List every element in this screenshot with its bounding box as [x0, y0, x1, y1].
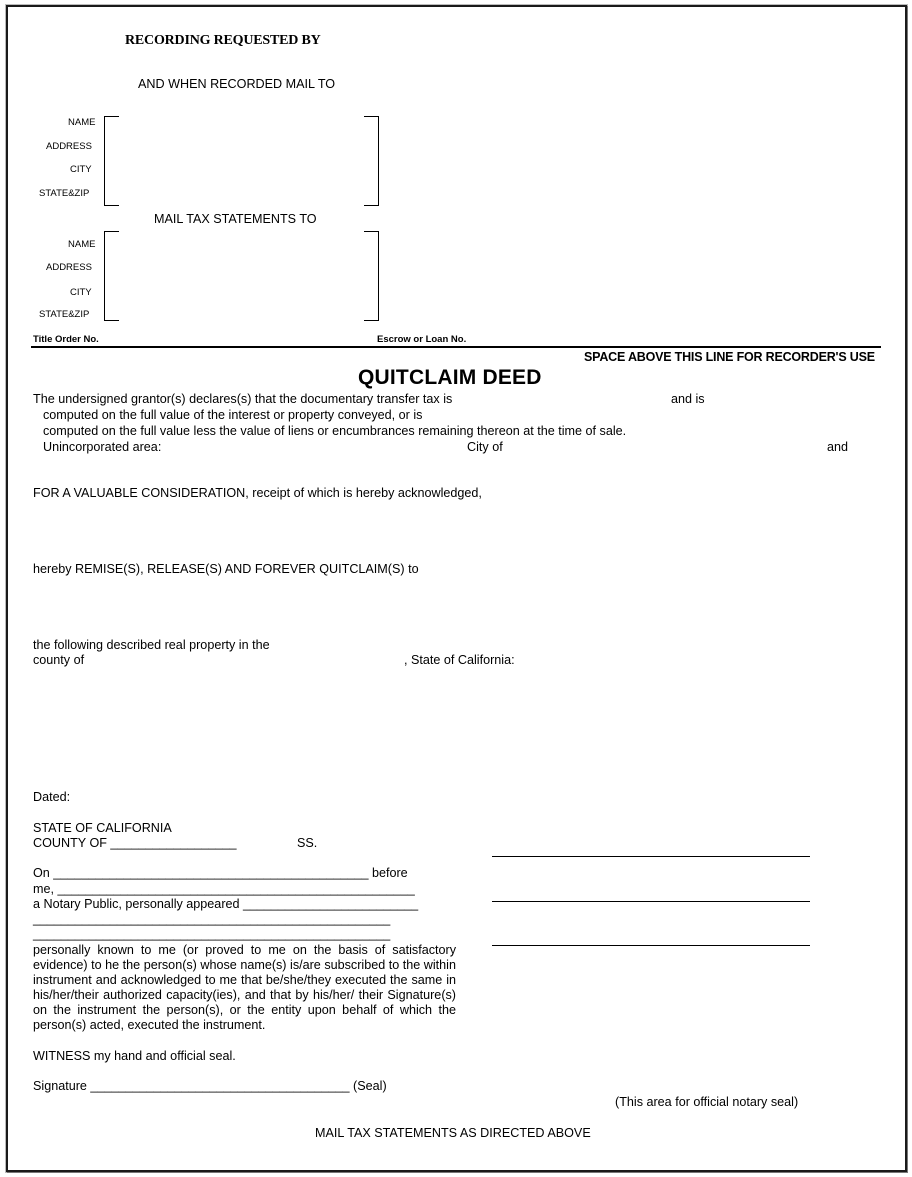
notary-state: STATE OF CALIFORNIA [33, 821, 172, 835]
computed-full-value: computed on the full value of the interest or property conveyed, or is [43, 408, 423, 422]
label-name-2: NAME [68, 239, 96, 250]
when-recorded-mail-to: AND WHEN RECORDED MAIL TO [138, 77, 336, 91]
label-address-2: ADDRESS [46, 262, 92, 273]
label-address-1: ADDRESS [46, 141, 92, 152]
notary-county: COUNTY OF __________________ [33, 836, 237, 850]
notary-public-appeared: a Notary Public, personally appeared _________________________ [33, 897, 419, 911]
city-of: City of [467, 440, 503, 454]
and-label: and [827, 440, 849, 454]
notary-ss: SS. [297, 836, 318, 850]
notary-before-me: me, ___________________________________________________ [33, 882, 415, 896]
unincorporated-area: Unincorporated area: [43, 440, 162, 454]
valuable-consideration: FOR A VALUABLE CONSIDERATION, receipt of which is hereby acknowledged, [33, 486, 482, 500]
dated-label: Dated: [33, 790, 71, 804]
notary-seal-area: (This area for official notary seal) [615, 1095, 799, 1109]
title-order-no: Title Order No. [33, 334, 99, 345]
computed-less-liens: computed on the full value less the value of liens or encumbrances remaining thereon at the time of sale. [43, 424, 627, 438]
space-above-line: SPACE ABOVE THIS LINE FOR RECORDER'S USE [584, 350, 875, 364]
transfer-tax-line: The undersigned grantor(s) declares(s) that the documentary transfer tax is [33, 392, 453, 406]
notary-signature-line: Signature _____________________________________ (Seal) [33, 1079, 387, 1093]
tax-to-bracket-right [364, 231, 379, 321]
grantor-signature-line-3[interactable] [492, 945, 810, 946]
escrow-or-loan-no: Escrow or Loan No. [377, 334, 467, 345]
footer-mail-tax: MAIL TAX STATEMENTS AS DIRECTED ABOVE [315, 1126, 591, 1140]
grantor-signature-line-1[interactable] [492, 856, 810, 857]
county-of: county of [33, 653, 85, 667]
label-state-zip-1: STATE&ZIP [39, 188, 90, 199]
witness-line: WITNESS my hand and official seal. [33, 1049, 236, 1063]
notary-blank-line-2: ___________________________________________________ [33, 927, 391, 941]
label-state-zip-2: STATE&ZIP [39, 309, 90, 320]
notary-on-date: On _____________________________________________ before [33, 866, 408, 880]
tax-to-bracket-left [104, 231, 119, 321]
grantor-signature-line-2[interactable] [492, 901, 810, 902]
state-of-california: , State of California: [404, 653, 515, 667]
mail-tax-statements-to: MAIL TAX STATEMENTS TO [154, 212, 317, 226]
notary-acknowledgment-text: personally known to me (or proved to me on the basis of satisfactory evidence) to he the person(s) whose name(s) is/are subscribed to the within instrument and acknowledged to me that be/she/they executed the same in his/her/their authorized capacity(ies), and that by his/her/ their Signature(s) on the instrument the person(s), or the entity upon behalf of which the person(s) acted, executed the instrument. [33, 943, 456, 1032]
recording-requested-by: RECORDING REQUESTED BY [125, 33, 321, 48]
mail-to-bracket-right [364, 116, 379, 206]
recorder-divider [31, 346, 881, 348]
deed-title: QUITCLAIM DEED [358, 366, 542, 389]
label-city-1: CITY [70, 164, 92, 175]
remise-release-quitclaim: hereby REMISE(S), RELEASE(S) AND FOREVER QUITCLAIM(S) to [33, 562, 419, 576]
transfer-tax-line-end: and is [671, 392, 705, 406]
mail-to-bracket-left [104, 116, 119, 206]
label-city-2: CITY [70, 287, 92, 298]
label-name-1: NAME [68, 117, 96, 128]
property-description: the following described real property in the [33, 638, 270, 652]
notary-blank-line-1: ___________________________________________________ [33, 912, 391, 926]
